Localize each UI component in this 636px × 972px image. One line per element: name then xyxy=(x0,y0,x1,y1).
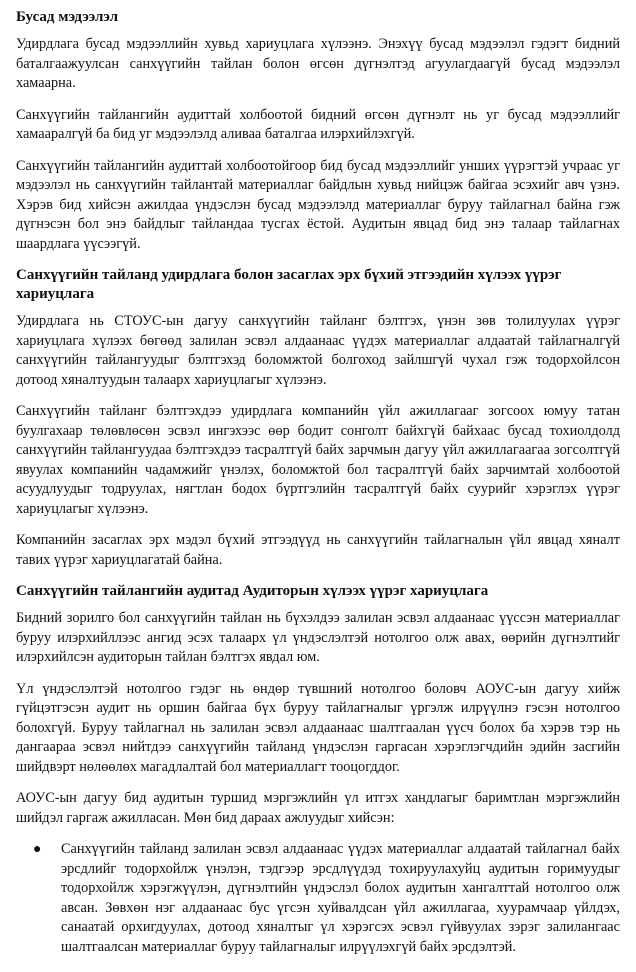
section-heading: Санхүүгийн тайланд удирдлага болон засаглах эрх бүхий этгээдийн хүлээх үүрэг хариуцлага xyxy=(16,267,562,302)
paragraph: Санхүүгийн тайлангийн аудиттай холбоотой бидний өгсөн дүгнэлт нь уг бусад мэдээллийг хамааралгүй ба бид уг мэдээлэлд аливаа баталгаа илэрхийлэхгүй. xyxy=(16,106,620,142)
section-auditor-responsibility xyxy=(16,582,620,957)
paragraph: Компанийн засаглах эрх мэдэл бүхий этгээдүүд нь санхүүгийн тайлагналын үйл явцад хяналт тавих үүрэг хариуцлагатай байна. xyxy=(16,532,620,568)
section-management-responsibility xyxy=(16,266,620,570)
paragraph: Санхүүгийн тайланг бэлтгэхдээ удирдлага компанийн үйл ажиллагааг зогсоох юмуу татан буулгахаар төлөвлөсөн эсвэл ингэхээс өөр бодит сонголт байхгүй байхаас бусад тохиолдолд санхүүгийн тайлангуудаа бэлтгэхдээ тасралтгүй байх зарчмын дагуу үйл ажиллагаагаа зогсолтгүй явуулах компанийн чадамжийг үнэлэх, боломжтой бол тасралтгүй байх зарчимтай холбоотой асуудлуудыг тодруулах, нягтлан бодох бүртгэлийн тасралтгүй байх суурийг хэрэглэх үүрэг хариуцлагыг хүлээнэ. xyxy=(16,403,620,517)
paragraph: Бидний зорилго бол санхүүгийн тайлан нь бүхэлдээ залилан эсвэл алдаанаас үүссэн материаллаг буруу илэрхийллээс ангид эсэх талаарх үл үндэслэлтэй нотолгоо олж авах, өөрийн дүгнэлтийг илэрхийлсэн аудиторын тайлан бэлтгэх явдал юм. xyxy=(16,610,620,665)
list-item xyxy=(33,840,620,957)
list-item-text: Санхүүгийн тайланд залилан эсвэл алдаанаас үүдэх материаллаг алдаатай тайлагнал байх эрсдлийг тодорхойлж үнэлэн, тэдгээр эрсдлүүдэд тохируулахуйц аудитын горимуудыг тодорхойлж хэрэгжүүлэн, дүгнэлтийн үндэслэл болох аудитын хангалттай нотолгоо олж авсан. Зөвхөн нэг алдаанаас бус үгсэн хуйвалдсан үйл ажиллагаа, хуурамчаар үйлдэх, санаатай орхигдуулах, дотоод хяналтыг үл хэрэгсэх эсвэл гүйвуулах зэрэг залилангаас шалтгаалсан материаллаг буруу тайлагналыг илрүүлэхгүй байх эрсдэлтэй. xyxy=(61,841,620,955)
bullet-list xyxy=(16,840,620,957)
section-heading: Бусад мэдээлэл xyxy=(16,9,119,25)
section-heading: Санхүүгийн тайлангийн аудитад Аудиторын хүлээх үүрэг хариуцлага xyxy=(16,583,489,599)
section-other-information xyxy=(16,8,620,254)
paragraph: АОУС-ын дагуу бид аудитын туршид мэргэжлийн үл итгэх хандлагыг баримтлан мэргэжлийн шийдэл гаргаж ажилласан. Мөн бид дараах ажлуудыг хийсэн: xyxy=(16,790,620,826)
paragraph: Удирдлага нь СТОУС-ын дагуу санхүүгийн тайланг бэлтгэх, үнэн зөв толилуулах үүрэг хариуцлага хүлээх бөгөөд залилан эсвэл алдаанаас үүдэх материаллаг алдаатай тайлагналгүй санхүүгийн тайлангуудыг бэлтгэхэд боломжтой болгоход зайлшгүй чухал гэж тодорхойлсон дотоод хяналтуудын талаарх хариуцлагыг хүлээнэ. xyxy=(16,313,620,388)
paragraph: Санхүүгийн тайлангийн аудиттай холбоотойгоор бид бусад мэдээллийг унших үүрэгтэй учраас уг мэдээлэл нь санхүүгийн тайлантай материаллаг байдлын хувьд нийцэж байгаа эсэхийг авч үзнэ. Хэрэв бид хийсэн ажилдаа үндэслэн бусад мэдээлэлд материаллаг буруу тайлагнал байна гэж дүгнэсэн бол энэ байдлыг тайландаа тусгах ёстой. Аудитын явцад бид энэ талаар тайлагнах шаардлага үүсээгүй. xyxy=(16,157,620,252)
bullet-icon: ● xyxy=(33,842,42,857)
paragraph: Үл үндэслэлтэй нотолгоо гэдэг нь өндөр түвшний нотолгоо боловч АОУС-ын дагуу хийж гүйцэтгэсэн аудит нь оршин байгаа бүх буруу тайлагналыг үргэлж илрүүлнэ гэсэн нотолгоо болохгүй. Буруу тайлагнал нь залилан эсвэл алдаанаас шалтгаалан үүсч болох ба хэрэв тэр нь дангаараа эсвэл нийтдээ санхүүгийн тайланд үндэслэн гаргасан хэрэглэгчдийн эдийн засгийн шийдвэрт нөлөөлөх магадлалтай бол материаллагт тооцогддог. xyxy=(16,680,620,775)
paragraph: Удирдлага бусад мэдээллийн хувьд хариуцлага хүлээнэ. Энэхүү бусад мэдээлэл гэдэгт бидний баталгаажуулсан санхүүгийн тайлан болон өгсөн дүгнэлтэд агуулагдаагүй бусад мэдээлэл хамаарна. xyxy=(16,36,620,91)
